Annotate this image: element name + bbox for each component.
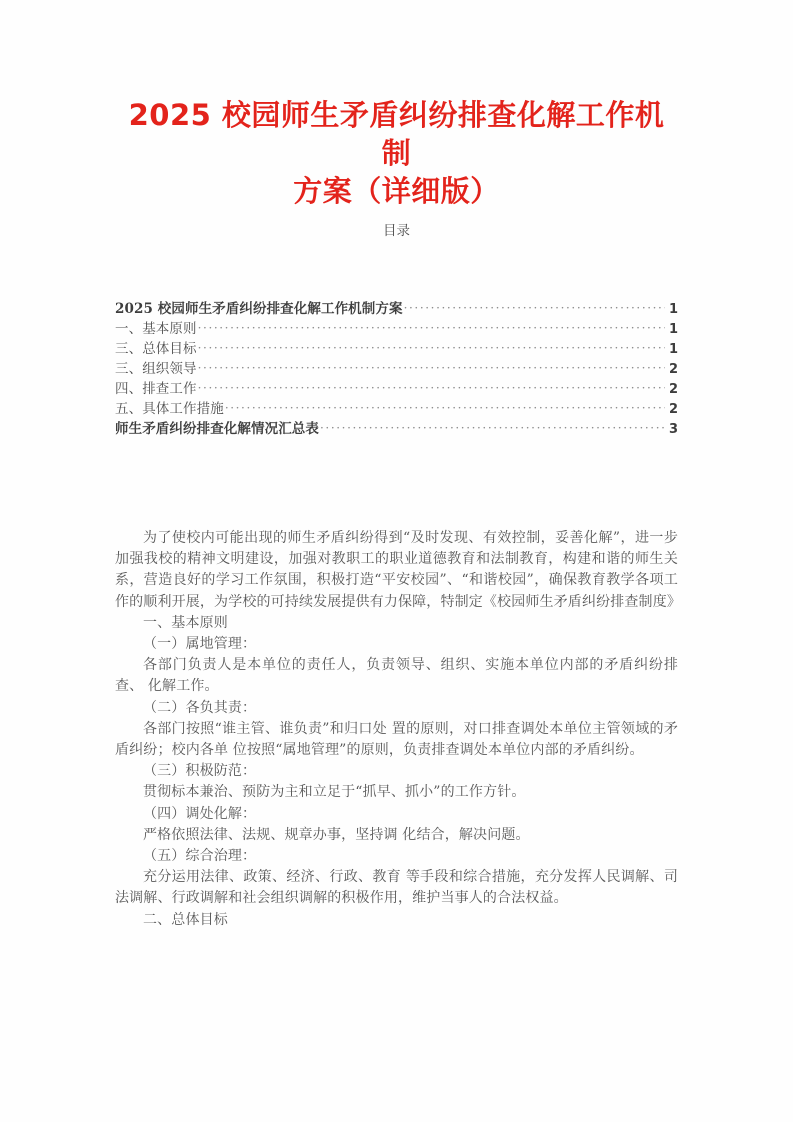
document-title	[115, 96, 678, 210]
body-paragraph: 充分运用法律、政策、经济、行政、教育 等手段和综合措施，充分发挥人民调解、司法调解、行政调解和社会组织调解的积极作用，维护当事人的合法权益。	[115, 869, 678, 907]
toc-entry-page: 2	[668, 402, 678, 417]
toc-heading: 目录	[383, 223, 410, 239]
toc-dot-leader	[198, 378, 665, 398]
toc-entry-page: 1	[668, 302, 678, 317]
toc-dot-leader	[198, 318, 665, 338]
toc-entry[interactable]	[115, 379, 678, 399]
toc-entry-label: 2025 校园师生矛盾纠纷排查化解工作机制方案	[115, 301, 403, 317]
body-paragraph: 各部门按照“谁主管、谁负责”和归口处 置的原则，对口排查调处本单位主管领域的矛盾纠纷；校内各单 位按照“属地管理”的原则，负责排查调处本单位内部的矛盾纠纷。	[115, 720, 678, 759]
toc-entry-label: 五、具体工作措施	[115, 401, 224, 417]
body-paragraph: 各部门负责人是本单位的责任人，负责领导、组织、实施本单位内部的矛盾纠纷排查、 化解工作。	[115, 657, 678, 695]
document-title-line-2: 方案（详细版）	[293, 174, 500, 208]
body-paragraph: 贯彻标本兼治、预防为主和立足于“抓早、抓小”的工作方针。	[143, 784, 526, 801]
body-paragraph: 为了使校内可能出现的师生矛盾纠纷得到“及时发现、有效控制，妥善化解”，进一步加强我校的精神文明建设，加强对教职工的职业道德教育和法制教育，构建和谐的师生关系，营造良好的学习工作氛围，积极打造“平安校园”、“和谐校园”，确保教育教学各项工作的顺利开展，为学校的可持续发展提供有力保障，特制定《校园师生矛盾纠纷排查制度》	[115, 530, 681, 610]
toc-dot-leader	[198, 358, 665, 378]
document-body	[115, 528, 681, 931]
body-subsection-heading: （三）积极防范：	[143, 763, 257, 780]
toc-entry-page: 1	[668, 342, 678, 357]
toc-dot-leader	[320, 418, 665, 438]
document-title-line-1: 2025 校园师生矛盾纠纷排查化解工作机制	[128, 98, 665, 170]
body-subsection-heading: （五）综合治理：	[143, 848, 257, 865]
body-section-heading: 一、基本原则	[143, 614, 228, 631]
toc-entry-label: 师生矛盾纠纷排查化解情况汇总表	[115, 421, 319, 437]
toc-entry-label: 一、基本原则	[115, 321, 197, 337]
toc-dot-leader	[225, 398, 665, 418]
toc-entry[interactable]	[115, 319, 678, 339]
toc-entry[interactable]	[115, 419, 678, 439]
body-subsection-heading: （一）属地管理：	[143, 636, 257, 653]
toc-entry-page: 3	[668, 422, 678, 437]
toc-entry[interactable]	[115, 299, 678, 319]
toc-dot-leader	[198, 338, 665, 358]
body-subsection-heading: （四）调处化解：	[143, 805, 257, 822]
toc-entry-label: 三、组织领导	[115, 361, 197, 377]
table-of-contents	[115, 299, 678, 439]
body-subsection-heading: （二）各负其责：	[143, 699, 257, 716]
toc-entry[interactable]	[115, 399, 678, 419]
body-section-heading: 二、总体目标	[143, 911, 228, 928]
toc-entry-page: 2	[668, 382, 678, 397]
toc-entry[interactable]	[115, 339, 678, 359]
toc-entry-label: 四、排查工作	[115, 381, 197, 397]
toc-entry-page: 2	[668, 362, 678, 377]
toc-entry[interactable]	[115, 359, 678, 379]
body-paragraph: 严格依照法律、法规、规章办事，坚持调 化结合，解决问题。	[143, 826, 530, 843]
toc-dot-leader	[404, 298, 665, 318]
toc-entry-page: 1	[668, 322, 678, 337]
toc-entry-label: 三、总体目标	[115, 341, 197, 357]
